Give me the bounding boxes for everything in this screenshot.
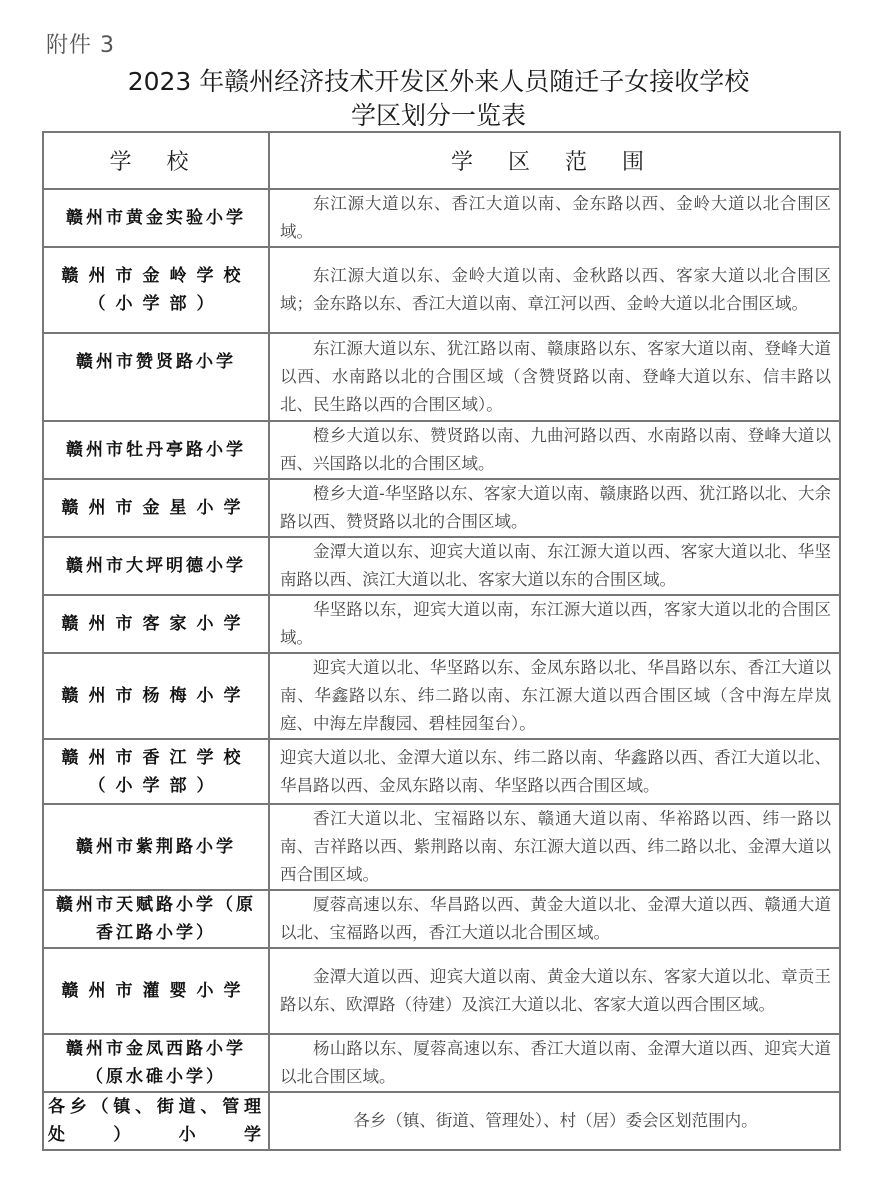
district-range: 厦蓉高速以东、华昌路以西、黄金大道以北、金潭大道以西、赣通大道以北、宝福路以西，香江大道以北合围区域。 (280, 895, 831, 942)
school-name: 赣州市紫荆路小学 (43, 804, 269, 890)
school-name: 赣州市赞贤路小学 (43, 333, 269, 421)
table-row (43, 247, 840, 333)
table-row (43, 804, 840, 890)
school-name: 各乡（镇、街道、管理处）小学 (43, 1092, 269, 1150)
table-row (43, 653, 840, 739)
table-row (43, 739, 840, 804)
school-name: 赣州市金岭学校（小学部） (43, 247, 269, 333)
school-district-table (42, 131, 841, 1151)
attachment-label: 附件 3 (46, 33, 115, 58)
table-header-row (43, 132, 840, 189)
district-range: 各乡（镇、街道、管理处）、村（居）委会区划范围内。 (353, 1111, 758, 1130)
school-name: 赣州市客家小学 (43, 595, 269, 653)
district-range: 华坚路以东，迎宾大道以南，东江源大道以西，客家大道以北的合围区域。 (280, 600, 831, 647)
school-name: 赣州市大坪明德小学 (43, 537, 269, 595)
district-range: 香江大道以北、宝福路以东、赣通大道以南、华裕路以西、纬一路以南、吉祥路以西、紫荆路以南、东江源大道以西、纬二路以北、金潭大道以西合围区域。 (280, 809, 831, 884)
table-row (43, 1034, 840, 1092)
table-row (43, 1092, 840, 1150)
school-name: 赣州市金凤西路小学（原水碓小学） (43, 1034, 269, 1092)
district-range: 东江源大道以东、犹江路以南、赣康路以东、客家大道以南、登峰大道以西、水南路以北的合围区域（含赞贤路以南、登峰大道以东、信丰路以北、民生路以西的合围区域）。 (280, 339, 831, 414)
district-range: 迎宾大道以北、金潭大道以东、纬二路以南、华鑫路以西、香江大道以北、华昌路以西、金凤东路以南、华坚路以西合围区域。 (280, 747, 831, 795)
table-row (43, 537, 840, 595)
district-range: 金潭大道以西、迎宾大道以南、黄金大道以东、客家大道以北、章贡王路以东、欧潭路（待建）及滨江大道以北、客家大道以西合围区域。 (280, 967, 831, 1014)
column-header-school: 学 校 (43, 132, 269, 189)
school-name: 赣州市灌婴小学 (43, 948, 269, 1034)
school-name: 赣州市牡丹亭路小学 (43, 421, 269, 479)
district-range: 东江源大道以东、香江大道以南、金东路以西、金岭大道以北合围区域。 (280, 194, 831, 241)
school-name: 赣州市杨梅小学 (43, 653, 269, 739)
school-name: 赣州市香江学校（小学部） (43, 739, 269, 804)
document-title-line-2: 学区划分一览表 (350, 101, 526, 130)
district-range: 金潭大道以东、迎宾大道以南、东江源大道以西、客家大道以北、华坚南路以西、滨江大道以北、客家大道以东的合围区域。 (280, 542, 831, 589)
table-row (43, 890, 840, 948)
table-row (43, 333, 840, 421)
school-name: 赣州市黄金实验小学 (43, 189, 269, 247)
document-title-line-1: 2023 年赣州经济技术开发区外来人员随迁子女接收学校 (127, 67, 750, 96)
district-range: 杨山路以东、厦蓉高速以东、香江大道以南、金潭大道以西、迎宾大道以北合围区域。 (280, 1039, 831, 1086)
district-range: 橙乡大道-华坚路以东、客家大道以南、赣康路以西、犹江路以北、大余路以西、赞贤路以北的合围区域。 (280, 484, 831, 531)
school-name: 赣州市金星小学 (43, 479, 269, 537)
table-row (43, 948, 840, 1034)
table-row (43, 421, 840, 479)
district-range: 东江源大道以东、金岭大道以南、金秋路以西、客家大道以北合围区域；金东路以东、香江大道以南、章江河以西、金岭大道以北合围区域。 (280, 266, 831, 313)
table-row (43, 595, 840, 653)
table-row (43, 189, 840, 247)
column-header-district: 学 区 范 围 (269, 132, 840, 189)
table-row (43, 479, 840, 537)
district-range: 橙乡大道以东、赞贤路以南、九曲河路以西、水南路以南、登峰大道以西、兴国路以北的合围区域。 (280, 426, 831, 473)
school-name: 赣州市天赋路小学（原香江路小学） (43, 890, 269, 948)
district-range: 迎宾大道以北、华坚路以东、金凤东路以北、华昌路以东、香江大道以南、华鑫路以东、纬二路以南、东江源大道以西合围区域（含中海左岸岚庭、中海左岸馥园、碧桂园玺台）。 (280, 658, 831, 733)
